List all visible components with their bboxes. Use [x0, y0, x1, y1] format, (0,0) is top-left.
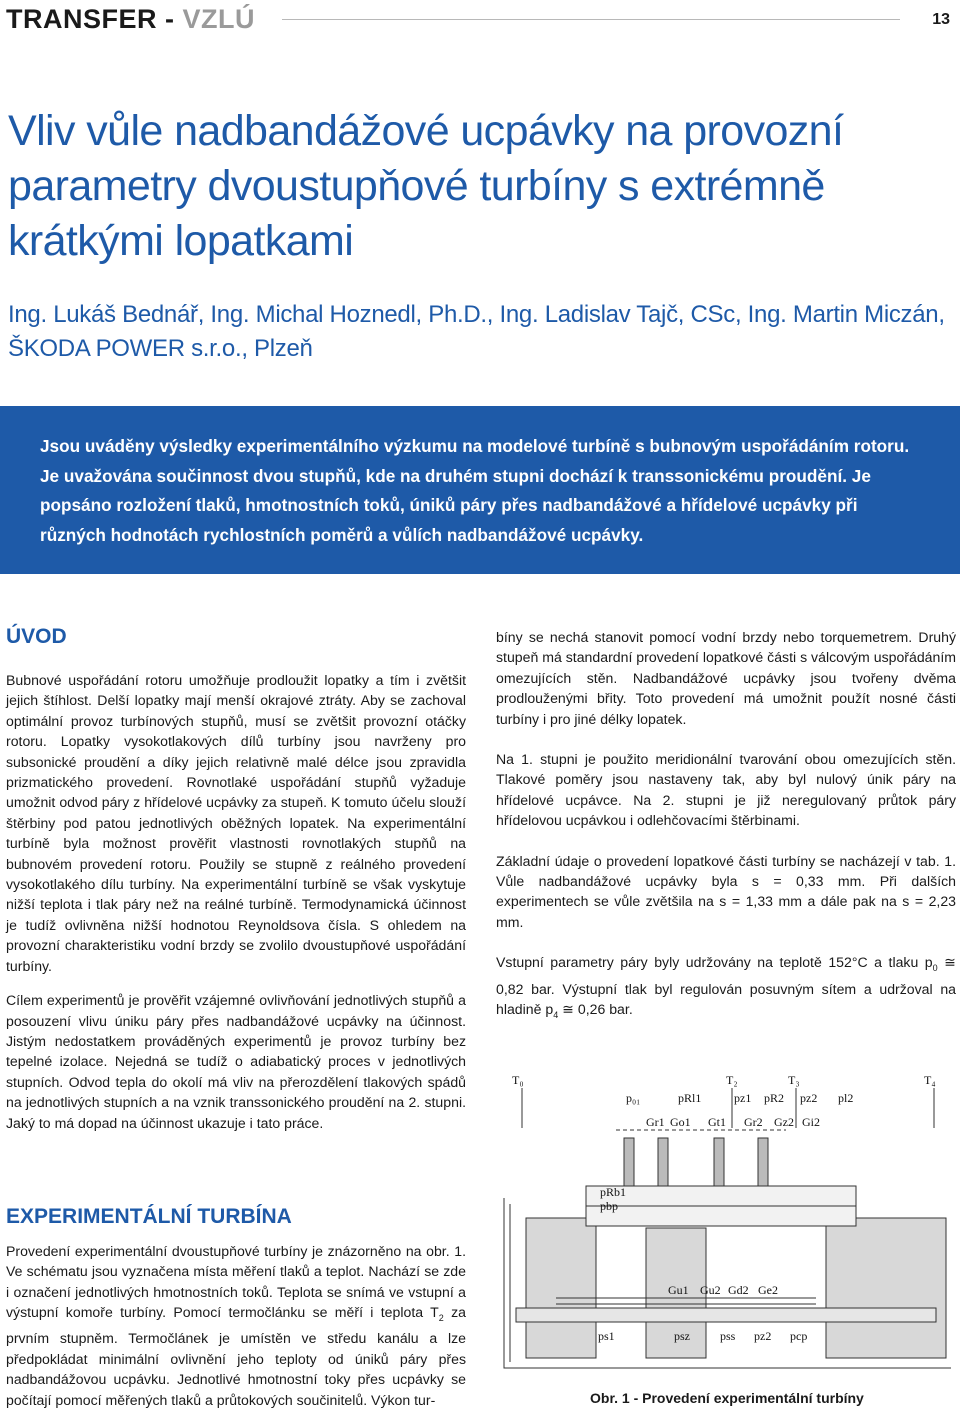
label-prl1: pRl1 — [678, 1091, 702, 1105]
label-pr2: pR2 — [764, 1091, 785, 1105]
left-column-bottom — [6, 1241, 466, 1424]
heading-uvod: ÚVOD — [6, 625, 67, 648]
journal-name: TRANSFER - — [6, 4, 175, 34]
inlet-sub-0: 0 — [932, 963, 938, 974]
label-gd2: Gd2 — [728, 1283, 749, 1297]
label-t0: T₀ — [512, 1073, 524, 1087]
inlet-text-a: Vstupní parametry páry byly udržovány na teplotě 152°C a tlaku p — [496, 954, 933, 971]
heading-experimental-turbine: EXPERIMENTÁLNÍ TURBÍNA — [6, 1205, 292, 1228]
label-t2: T₂ — [726, 1073, 738, 1087]
figure-caption: Obr. 1 - Provedení experimentální turbíny — [590, 1390, 864, 1406]
label-pbp: pbp — [600, 1199, 618, 1213]
paragraph-intro-1: Bubnové uspořádání rotoru umožňuje prodloužit lopatky a tím i zvětšit jejich štíhlost. Delší lopatky mají menší okrajové ztráty. Aby se zachoval optimální provoz turbínových stupňů, musí se zvětšit provozní otáčky rotoru. Lopatky vysokotlakových dílů turbíny jsou navrženy pro subsonické proudění a díky jejich relativně malé délce jsou zpravidla prizmatického provedení. Rovnotlaké uspořádání stupňů vyžaduje umožnit odvod páry z hřídelové ucpávky za stupeň. K tomuto účelu slouží štěrbiny pod patou jednotlivých oběžných lopatek. Na experimentální turbíně byla možnost prověřit vlastnosti rovnotlakých stupňů na bubnovém provedení rotoru. Použily se stupně z reálného provedení vysokotlakého dílu turbíny. Na experimentální turbíně se však vyskytuje nižší teplota i tlak páry než na reálné turbíně. Termodynamická účinnost je tudíž ovlivněna nižší hodnotou Reynoldsova čísla. S ohledem na provozní charakteristiku vodní brzdy se zvolilo dvoustupňové uspořádání turbíny. — [6, 672, 466, 974]
turbine-schematic-figure — [496, 1068, 954, 1378]
label-gu1: Gu1 — [668, 1283, 689, 1297]
paragraph-right-2: Na 1. stupni je použito meridionální tvarování obou omezujících stěn. Tlakové poměry jsou nastaveny tak, aby byl nulový únik páry na hřídelové ucpávce. Na 2. stupni je již neregulovaný průtok páry hřídelovou ucpávkou i odlehčovacími štěrbinami. — [496, 751, 956, 829]
article-title: Vliv vůle nadbandážové ucpávky na provozní parametry dvoustupňové turbíny s extrémně krátkými lopatkami — [8, 107, 844, 265]
paragraph-right-3: Základní údaje o provedení lopatkové části turbíny se nacházejí v tab. 1. Vůle nadbandážové ucpávky byla s = 0,33 mm. Při dalších experimentech se vůle zvětšila na s = 1,33 mm a dále pak na s = 2,23 mm. — [496, 852, 956, 930]
label-psz: psz — [674, 1329, 690, 1343]
abstract-text: Jsou uváděny výsledky experimentálního výzkumu na modelové turbíně s bubnovým uspořádáním rotoru. Je uvažována součinnost dvou stupňů, kde na druhém stupni dochází k transsonickému proudění. Je popsáno rozložení tlaků, hmotnostních toků, úniků páry přes nadbandážové a hřídelové ucpávky při různých hodnotách rychlostních poměrů a vůlích nadbandážové ucpávky. — [40, 436, 910, 545]
right-column — [496, 627, 956, 1039]
turbine-text-a: Provedení experimentální dvoustupňové turbíny je znázorněno na obr. 1. Ve schématu jsou vyznačena místa měření tlaků a teplot. Nachází se zde i označení jednotlivých hmotnostních toků. Teplota se snímá ve vstupní a výstupní komoře turbíny. Pomocí termočlánku se měří i teplota T — [6, 1243, 466, 1321]
label-pz2b: pz2 — [754, 1329, 772, 1343]
journal-header — [6, 4, 255, 35]
abstract-box — [0, 406, 960, 574]
label-gr2: Gr2 — [744, 1115, 763, 1129]
label-go1: Go1 — [670, 1115, 691, 1129]
turbine-text-b: za prvním stupněm. Termočlánek je umístěn ve středu kanálu a lze předpokládat minimální ovlivnění jeho teploty od úniků páry přes nadbandážovou ucpávku. Jednotlivé hmotnostní toky přes ucpávky se počítají pomocí měřených tlaků a průtokových součinitelů. Výkon tur- — [6, 1304, 466, 1408]
label-gu2: Gu2 — [700, 1283, 721, 1297]
label-pcp: pcp — [790, 1329, 808, 1343]
inlet-sub-4: 4 — [553, 1009, 559, 1020]
label-t4: T₄ — [924, 1073, 936, 1087]
label-gz2: Gz2 — [774, 1115, 794, 1129]
inlet-text-b: ≅ 0,82 bar. Výstupní tlak byl regulován posuvným sítem a udržoval na hladině p — [496, 954, 956, 1017]
label-ps1: ps1 — [598, 1329, 615, 1343]
label-p01: p₀₁ — [626, 1091, 641, 1105]
label-pz1: pz1 — [734, 1091, 752, 1105]
turbine-text-sub: 2 — [438, 1313, 444, 1324]
left-column-top — [6, 670, 466, 1147]
label-gi2: Gi2 — [802, 1115, 820, 1129]
page-number: 13 — [932, 11, 950, 28]
label-pl2: pl2 — [838, 1091, 854, 1105]
label-pss: pss — [720, 1329, 736, 1343]
label-gr1: Gr1 — [646, 1115, 665, 1129]
paragraph-right-1: bíny se nechá stanovit pomocí vodní brzdy nebo torquemetrem. Druhý stupeň má standardní provedení lopatkové části s válcovým uspořádáním omezujících stěn. Nadbandážové ucpávky jsou tvořeny dvěma prodlouženými břity. Toto provedení má umožnit použít nosné části turbíny i pro jiné délky lopatek. — [496, 629, 956, 727]
article-authors: Ing. Lukáš Bednář, Ing. Michal Hoznedl, Ph.D., Ing. Ladislav Tajč, CSc, Ing. Martin Miczán, ŠKODA POWER s.r.o., Plzeň — [8, 301, 945, 362]
label-t3: T₃ — [788, 1073, 800, 1087]
label-ge2: Ge2 — [758, 1283, 778, 1297]
paragraph-right-4 — [496, 952, 956, 1025]
header-rule — [282, 19, 900, 20]
paragraph-intro-2: Cílem experimentů je prověřit vzájemné ovlivňování jednotlivých stupňů a posouzení vlivu úniku páry přes nadbandážové ucpávky na účinnost. Jistým nedostatkem prováděných experimentů je provoz turbíny bez tepelné izolace. Nejedná se tudíž o adiabatický proces v jednotlivých stupních. Odvod tepla do okolí má vliv na přerozdělení tlakových spádů na jednotlivých stupních a na vznik transsonického proudění na 2. stupni. Jaký to má dopad na účinnost ukazuje i tato práce. — [6, 992, 466, 1131]
inlet-text-c: ≅ 0,26 bar. — [558, 1000, 633, 1017]
journal-subname: VZLÚ — [182, 4, 256, 34]
label-pz2: pz2 — [800, 1091, 818, 1105]
label-gl1: Gt1 — [708, 1115, 726, 1129]
label-prb1: pRb1 — [600, 1185, 627, 1199]
paragraph-turbine-1 — [6, 1241, 466, 1410]
